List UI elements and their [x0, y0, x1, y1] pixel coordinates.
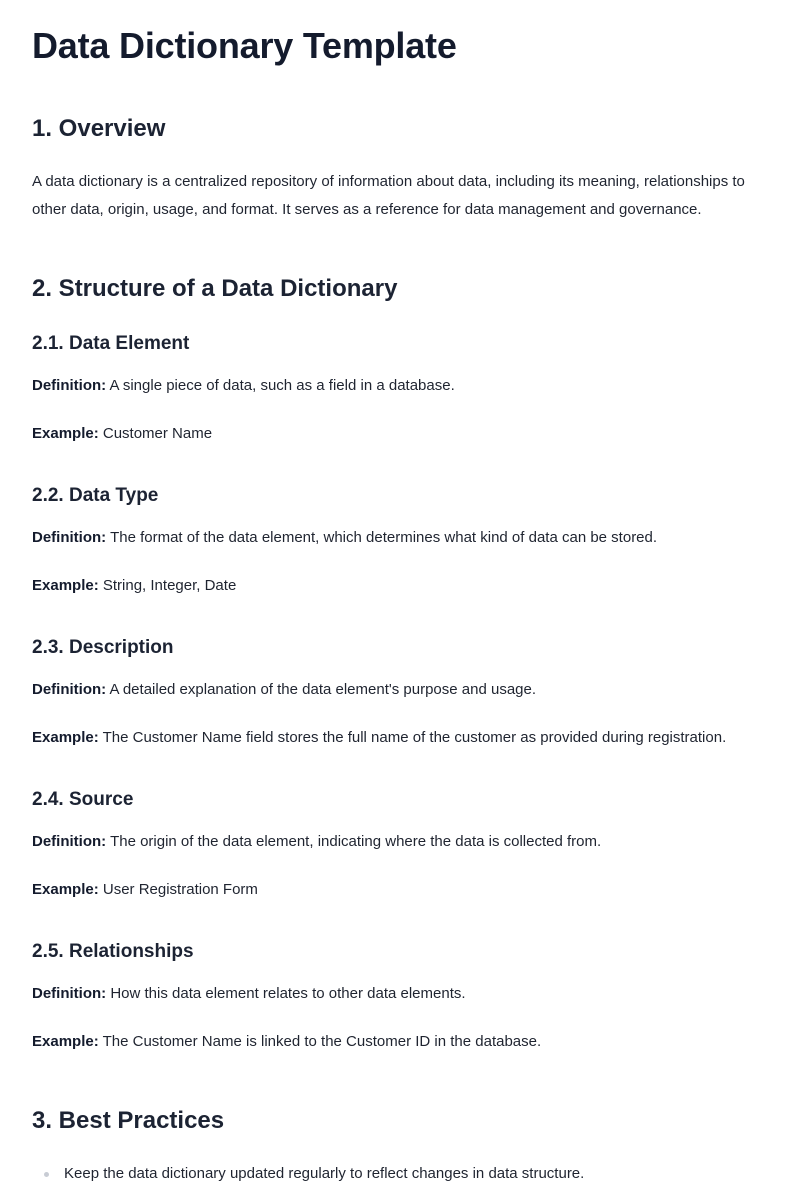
definition-line	[32, 832, 601, 852]
definition-line	[32, 984, 466, 1004]
example-text: String, Integer, Date	[102, 577, 237, 594]
section-heading-data-type: 2.2. Data Type	[32, 485, 159, 506]
example-label: Example:	[32, 425, 99, 442]
structure-heading: 2. Structure of a Data Dictionary	[32, 275, 398, 302]
section-heading-description: 2.3. Description	[32, 637, 174, 658]
definition-text: How this data element relates to other data elements.	[110, 985, 466, 1002]
definition-line	[32, 376, 455, 396]
example-line	[32, 880, 258, 900]
example-text: Customer Name	[102, 425, 213, 442]
definition-line	[32, 680, 536, 700]
definition-text: The origin of the data element, indicating where the data is collected from.	[110, 833, 602, 850]
example-line	[32, 576, 236, 596]
example-text: The Customer Name is linked to the Customer ID in the database.	[102, 1033, 542, 1050]
definition-label: Definition:	[32, 985, 107, 1002]
example-label: Example:	[32, 729, 99, 746]
section-heading-data-element: 2.1. Data Element	[32, 333, 190, 354]
example-text: The Customer Name field stores the full name of the customer as provided during registration.	[102, 729, 727, 746]
definition-label: Definition:	[32, 833, 107, 850]
section-heading-relationships: 2.5. Relationships	[32, 941, 194, 962]
example-label: Example:	[32, 577, 99, 594]
example-label: Example:	[32, 881, 99, 898]
page-title: Data Dictionary Template	[32, 25, 457, 66]
example-text: User Registration Form	[102, 881, 258, 898]
section-heading-source: 2.4. Source	[32, 789, 134, 810]
definition-label: Definition:	[32, 529, 107, 546]
definition-line	[32, 528, 657, 548]
bullet-dot-icon	[44, 1172, 49, 1177]
list-item-text: Keep the data dictionary updated regularly to reflect changes in data structure.	[64, 1165, 585, 1182]
overview-paragraph: A data dictionary is a centralized repository of information about data, including its meaning, relationships to other data, origin, usage, and format. It serves as a reference for data management and governance.	[32, 173, 745, 218]
overview-heading: 1. Overview	[32, 115, 166, 142]
definition-text: A single piece of data, such as a field in a database.	[109, 377, 455, 394]
best-practices-heading: 3. Best Practices	[32, 1107, 225, 1134]
definition-text: The format of the data element, which determines what kind of data can be stored.	[110, 529, 658, 546]
example-line	[32, 728, 726, 748]
definition-label: Definition:	[32, 681, 107, 698]
example-line	[32, 1032, 541, 1052]
example-line	[32, 424, 212, 444]
definition-text: A detailed explanation of the data element's purpose and usage.	[109, 681, 537, 698]
definition-label: Definition:	[32, 377, 107, 394]
example-label: Example:	[32, 1033, 99, 1050]
